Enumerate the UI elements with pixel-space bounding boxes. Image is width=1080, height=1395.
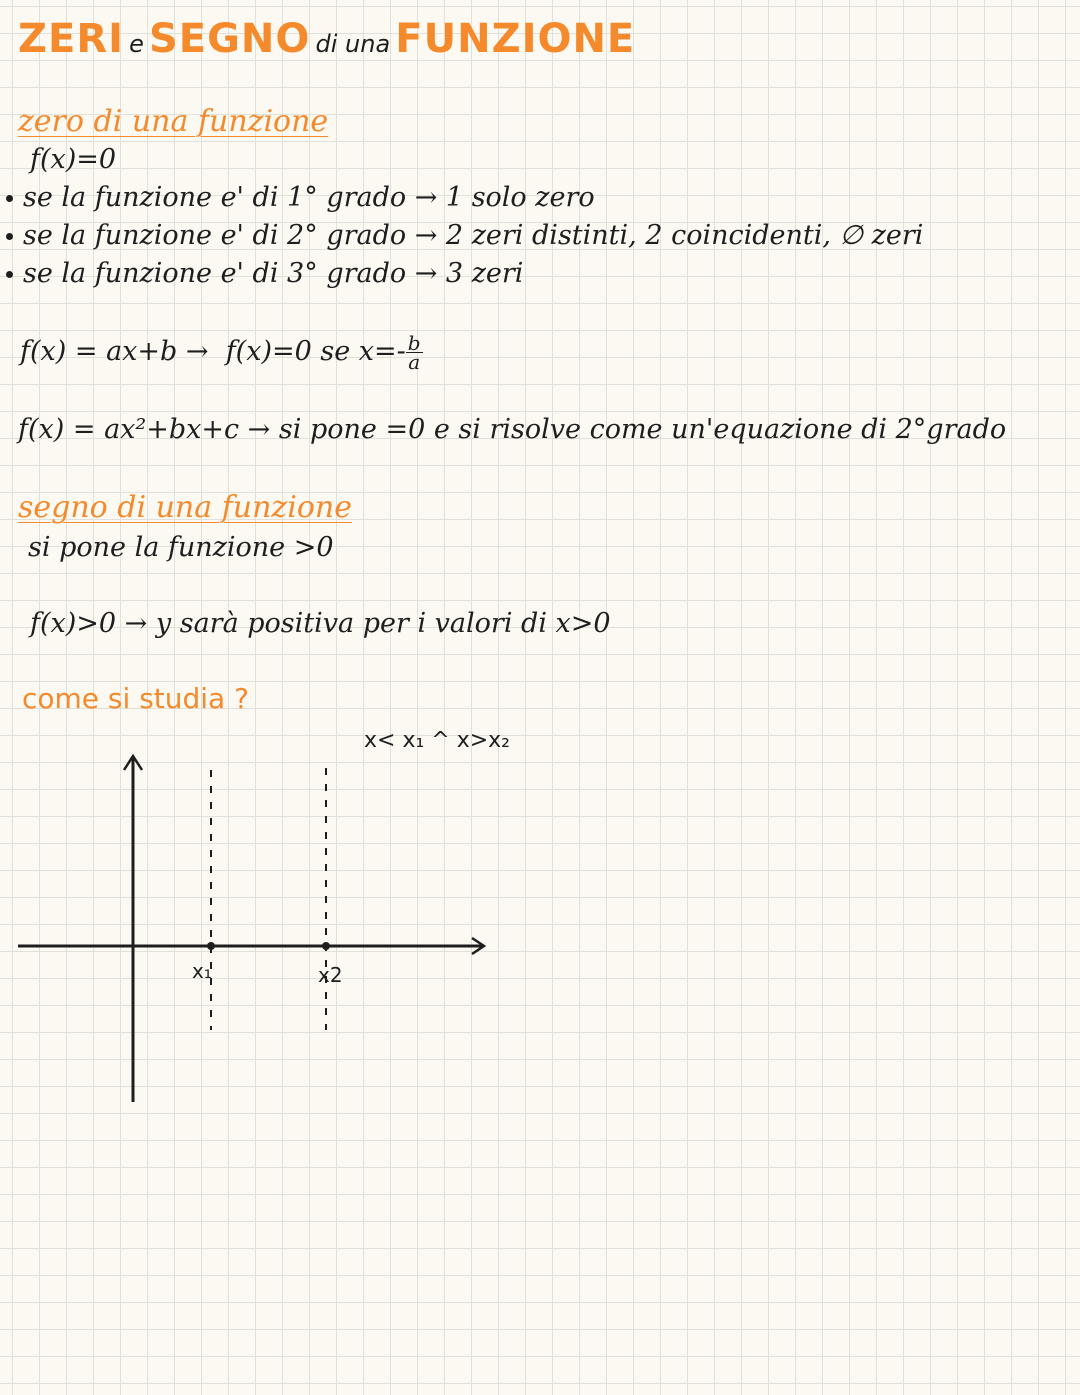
bullet-item-3 [6,258,523,289]
title-zeri: ZERI [18,16,125,62]
title-segno: SEGNO [148,16,311,62]
study-condition: x< x₁ ^ x>x₂ [364,728,510,753]
fraction-numerator: b [407,331,421,355]
fraction-denominator: a [408,350,421,374]
bullet-dot [6,195,13,202]
study-heading: come si studia ? [22,682,249,715]
fraction-b-over-a [406,331,423,374]
x1-point [207,942,215,950]
x2-label: x2 [318,963,343,987]
sign-study-graph [0,730,520,1120]
quadratic-case: f(x) = ax²+bx+c → si pone =0 e si risolve come un'equazione di 2°grado [18,414,1007,445]
page-title [18,16,635,62]
bullet-text: se la funzione e' di 3° grado → 3 zeri [23,258,524,289]
bullet-text: se la funzione e' di 1° grado → 1 solo zero [23,182,595,213]
bullet-dot [6,233,13,240]
x2-point [322,942,330,950]
zero-equation: f(x)=0 [30,144,117,175]
title-di-una: di una [315,30,391,58]
title-funzione: FUNZIONE [395,16,636,62]
x1-label: x₁ [192,959,212,983]
sign-line-2: f(x)>0 → y sarà positiva per i valori di x>0 [30,608,611,639]
bullet-dot [6,271,13,278]
linear-lhs: f(x) = ax+b → [20,336,209,367]
bullet-text: se la funzione e' di 2° grado → 2 zeri distinti, 2 coincidenti, ∅ zeri [23,220,924,251]
linear-case [20,331,423,374]
linear-condition: f(x)=0 se x=- [225,336,406,367]
bullet-item-2 [6,220,923,251]
sign-line-1: si pone la funzione >0 [28,532,334,563]
bullet-item-1 [6,182,595,213]
zero-heading: zero di una funzione [18,104,329,139]
title-e: e [129,30,144,58]
sign-heading: segno di una funzione [18,490,352,525]
